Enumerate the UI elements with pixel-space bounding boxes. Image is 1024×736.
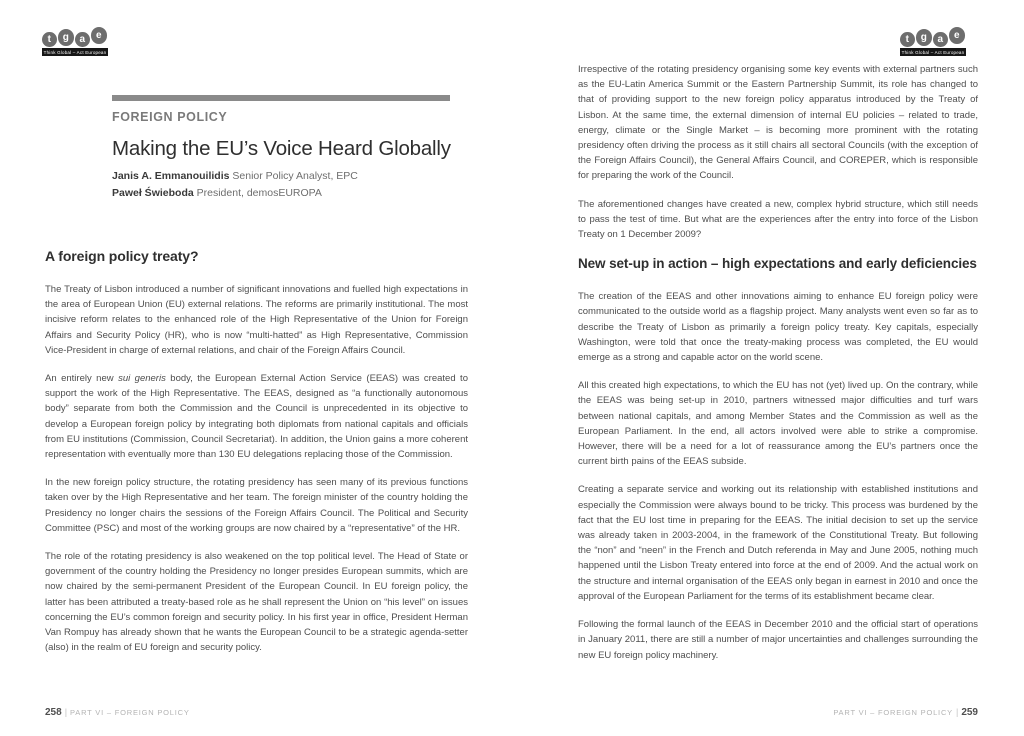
- logo-letter-e: e: [91, 27, 107, 44]
- footer-separator: |: [64, 707, 68, 717]
- header-rule-bar: [112, 95, 450, 101]
- author-name: Paweł Świeboda: [112, 187, 194, 199]
- logo-letter-e: e: [949, 27, 965, 44]
- article-title: Making the EU’s Voice Heard Globally: [112, 137, 451, 160]
- footer-label: PART VI – FOREIGN POLICY: [833, 708, 953, 717]
- author-role: President, demosEUROPA: [196, 187, 322, 199]
- right-column-body: [578, 62, 978, 676]
- author-line: [112, 187, 450, 199]
- paragraph: The aforementioned changes have created a new, complex hybrid structure, which still needs to pass the test of time. But what are the experiences after the entry into force of the Lisbon Treaty on 1 December 2009?: [578, 198, 978, 241]
- page-number: 258: [45, 707, 62, 718]
- author-line: [112, 170, 450, 182]
- tgae-logo: [42, 28, 108, 56]
- author-list: [112, 170, 450, 199]
- italic-phrase: sui generis: [118, 373, 166, 385]
- tgae-logo-circles: [42, 28, 108, 47]
- logo-letter-t: t: [42, 32, 57, 47]
- paragraph-text: body, the European External Action Service (EEAS) was created to support the work of the High Representative. The EEAS, designed as “a functionally autonomous body” separate from both the Commission and the Council is unprecedented in its objective to develop a European foreign policy by integrating both diplomats from national capitals and officials from EU institutions (Commission, Council Secretariat). In addition, the Union gains a more coherent representation with eventually more than 130 EU delegations replacing those of the Commission.: [45, 373, 468, 461]
- page-number: 259: [961, 707, 978, 718]
- logo-letter-t: t: [900, 32, 915, 47]
- category-label: FOREIGN POLICY: [112, 110, 228, 124]
- logo-letter-g: g: [58, 29, 74, 46]
- page-right: [512, 0, 1024, 736]
- logo-tagline: Think Global – Act European: [901, 49, 965, 55]
- page-footer-left: [45, 702, 190, 720]
- paragraph: [45, 371, 468, 462]
- logo-tagline: Think Global – Act European: [43, 49, 107, 55]
- section-heading: New set-up in action – high expectations and early deficiencies: [578, 256, 977, 272]
- page-footer-right: [833, 702, 978, 720]
- left-column-body: [45, 248, 468, 668]
- article-header: [112, 95, 450, 204]
- paragraph: Irrespective of the rotating presidency organising some key events with external partners such as the EU-Latin America Summit or the Eastern Partnership Summit, its role has changed to that of providing support to the new foreign policy apparatus introduced by the Treaty of Lisbon. At the same time, the external dimension of internal EU policies – related to trade, energy, climate or the Single Market – is becoming more prominent with the rotating presidency often driving the process as it still chairs all sectoral Councils (with the exception of the Foreign Affairs Council), the General Affairs Council, and COREPER, which is responsible for preparing the work of the Council.: [578, 64, 978, 182]
- author-name: Janis A. Emmanouilidis: [112, 170, 230, 182]
- tgae-logo: [900, 28, 966, 56]
- paragraph: Following the formal launch of the EEAS in December 2010 and the official start of operations in January 2011, there are still a number of major uncertainties and challenges surrounding the new EU foreign policy machinery.: [578, 619, 978, 661]
- paragraph: Creating a separate service and working out its relationship with established institutions and especially the Commission were always bound to be tricky. This process was burdened by the fact that the EU lost time in preparing for the EEAS. The initial decision to set up the service was already taken in 2003-2004, in the framework of the Constitutional Treaty. But following the “non” and “neen” in the French and Dutch referenda in May and June 2005, nothing much happened until the Lisbon Treaty entered into force at the end of 2009. And the actual work on the structure and internal organisation of the EEAS only began in earnest in 2010 and once the approval of the European Parliament for the terms of its establishment became clear.: [578, 484, 978, 602]
- paragraph: In the new foreign policy structure, the rotating presidency has seen many of its previous functions taken over by the High Representative and her team. The foreign minister of the country holding the Presidency no longer chairs the sessions of the Foreign Affairs Council. The Political and Security Committee (PSC) and most of the working groups are now chaired by a “representative” of the HR.: [45, 477, 468, 534]
- tgae-logo-circles: [900, 28, 966, 47]
- paragraph: The creation of the EEAS and other innovations aiming to enhance EU foreign policy were communicated to the outside world as a flagship project. Many analysts went even so far as to describe the Treaty of Lisbon as primarily a foreign policy treaty. Key capitals, especially Washington, were told that once the treaty-making process was completed, the EU would emerge as a strong and capable actor on the world scene.: [578, 291, 978, 364]
- paragraph: The Treaty of Lisbon introduced a number of significant innovations and fuelled high expectations in the area of European Union (EU) external relations. The reforms are primarily institutional. The most incisive reform relates to the enhanced role of the High Representative of the Union for Foreign Affairs and Security Policy (HR), who is now “multi-hatted” as High Representative, Commission Vice-President in charge of external relations, and chair of the Foreign Affairs Council.: [45, 284, 468, 356]
- logo-letter-a: a: [75, 32, 90, 47]
- author-role: Senior Policy Analyst, EPC: [232, 170, 358, 182]
- paragraph: The role of the rotating presidency is also weakened on the top political level. The Head of State or government of the country holding the Presidency no longer presides European summits, which are now chaired by the semi-permanent President of the European Council. In EU foreign policy, the latter has been attributed a treaty-based role as he shall represent the Union on “his level” on issues concerning the EU’s common foreign and security policy. In his first year in office, President Herman Van Rompuy has already shown that he wants the European Council to be a strategic agenda-setter (also) in the realm of EU foreign and security policy.: [45, 551, 468, 654]
- logo-letter-g: g: [916, 29, 932, 46]
- footer-label: PART VI – FOREIGN POLICY: [70, 708, 190, 717]
- footer-separator: |: [955, 707, 959, 717]
- paragraph-text: An entirely new: [45, 373, 119, 385]
- section-heading: A foreign policy treaty?: [45, 248, 199, 264]
- paragraph: All this created high expectations, to which the EU has not (yet) lived up. On the contrary, while the EEAS was being set-up in 2010, partners witnessed major difficulties and turf wars between national capitals, and among Member States and the Commission as well as the European Parliament. In the end, all actors involved were able to strike a compromise. However, there will be a need for a lot of reassurance among the EU’s partners once the current birth pains of the EEAS subside.: [578, 380, 978, 468]
- logo-letter-a: a: [933, 32, 948, 47]
